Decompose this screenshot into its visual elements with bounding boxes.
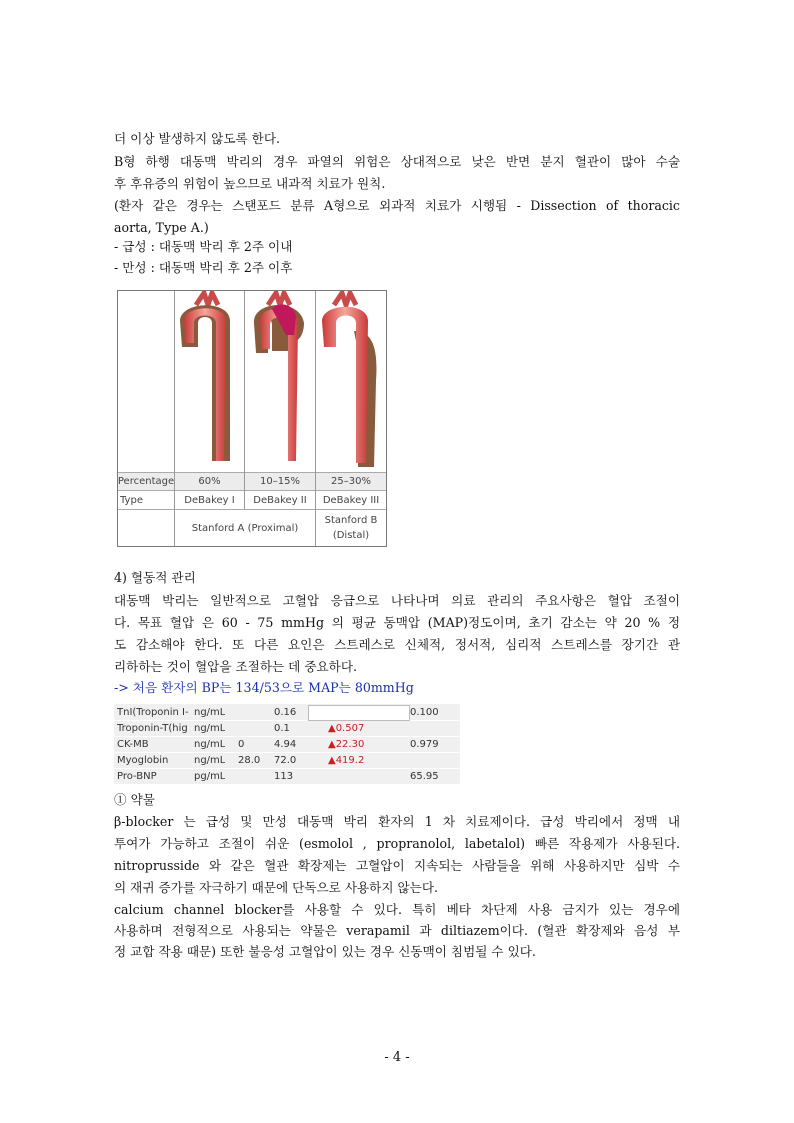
section-heading: ① 약물: [114, 792, 155, 807]
test-low: 28.0: [238, 755, 261, 766]
test-unit: ng/mL: [194, 739, 226, 750]
row-label-percentage: Percentage: [117, 475, 175, 487]
text-line: 도 감소해야 한다. 또 다른 요인은 스트레스로 신체적, 정서적, 심리적 스트레스를 장기간 관: [114, 637, 680, 652]
blue-note: -> 처음 환자의 BP는 134/53으로 MAP는 80mmHg: [114, 680, 414, 695]
text-line: aorta, Type A.): [114, 220, 209, 235]
percentage-cell: 60%: [198, 475, 221, 487]
text-line: 의 재귀 증가를 자극하기 때문에 단독으로 사용하지 않는다.: [114, 880, 438, 895]
stanford-b-sublabel: (Distal): [332, 530, 370, 541]
test-ref: 0.100: [410, 707, 439, 718]
type-cell: DeBakey II: [253, 494, 307, 506]
lab-results-table: [114, 704, 460, 785]
type-cell: DeBakey III: [322, 494, 380, 506]
test-unit: ng/mL: [194, 723, 226, 734]
test-name: Pro-BNP: [117, 771, 157, 782]
text-line: 후 후유증의 위험이 높으므로 내과적 치료가 원칙.: [114, 176, 386, 191]
text-line: 사용하며 전형적으로 사용되는 약물은 verapamil 과 diltiazem이다. (혈관 확장제와 음성 부: [114, 923, 680, 938]
text-line: 대동맥 박리는 일반적으로 고혈압 응급으로 나타나며 의료 관리의 주요사항은 혈압 조절이: [114, 593, 680, 608]
percentage-cell: 25–30%: [331, 475, 371, 487]
test-value-elevated: ▲22.30: [328, 739, 365, 750]
test-value-elevated: ▲0.507: [328, 723, 365, 734]
type-cell: DeBakey I: [184, 494, 235, 506]
page-number: - 4 -: [384, 1050, 410, 1065]
debakey-1-illustration: [180, 293, 230, 461]
test-high: 72.0: [274, 755, 297, 766]
aorta-illustration: [118, 291, 386, 472]
percentage-cell: 10–15%: [260, 475, 300, 487]
text-line: 정 교합 작용 때문) 또한 불응성 고혈압이 있는 경우 신동맥이 침범될 수 있다.: [114, 944, 536, 959]
test-high: 0.16: [274, 707, 297, 718]
test-name: Troponin-T(hig: [117, 723, 188, 734]
test-value: [308, 705, 410, 721]
stanford-b-cell: [316, 510, 386, 546]
test-unit: pg/mL: [194, 771, 226, 782]
table-row: [114, 769, 460, 785]
stanford-b-label: Stanford B: [324, 515, 378, 526]
test-unit: ng/mL: [194, 707, 226, 718]
test-high: 4.94: [274, 739, 297, 750]
text-line: β-blocker 는 급성 및 만성 대동맥 박리 환자의 1 차 치료제이다. 급성 박리에서 정맥 내: [114, 814, 680, 829]
row-label-type: Type: [120, 494, 143, 506]
test-name: Myoglobin: [117, 755, 169, 766]
test-name: CK-MB: [117, 739, 149, 750]
text-line: (환자 같은 경우는 스탠포드 분류 A형으로 외과적 치료가 시행됨 - Dissection of thoracic: [114, 198, 680, 213]
aortic-dissection-classification-figure: [117, 290, 387, 547]
test-low: 0: [238, 739, 245, 750]
text-line: 다. 목표 혈압 은 60 - 75 mmHg 의 평균 동맥압 (MAP)정도이며, 초기 감소는 약 20 % 정: [114, 615, 680, 630]
text-line: calcium channel blocker를 사용할 수 있다. 특히 베타 차단제 사용 금지가 있는 경우에: [114, 902, 680, 917]
list-item: - 급성 : 대동맥 박리 후 2주 이내: [114, 239, 293, 254]
test-value-elevated: ▲419.2: [328, 755, 365, 766]
text-line: B형 하행 대동맥 박리의 경우 파열의 위험은 상대적으로 낮은 반면 분지 혈관이 많아 수술: [114, 154, 680, 169]
text-line: nitroprusside 와 같은 혈관 확장제는 고혈압이 지속되는 사람들을 위해 사용하지만 심박 수: [114, 858, 680, 873]
test-ref: 65.95: [410, 771, 439, 782]
table-row: [114, 721, 460, 737]
list-item: - 만성 : 대동맥 박리 후 2주 이후: [114, 260, 293, 275]
stanford-a-cell: Stanford A (Proximal): [191, 522, 299, 534]
section-heading: 4) 혈동적 관리: [114, 570, 196, 585]
test-unit: ng/mL: [194, 755, 226, 766]
text-line: 리하하는 것이 혈압을 조절하는 데 중요하다.: [114, 659, 357, 674]
text-line: 더 이상 발생하지 않도록 한다.: [114, 131, 281, 146]
text-line: 투여가 가능하고 조절이 쉬운 (esmolol , propranolol, labetalol) 빠른 작용제가 사용된다.: [114, 836, 680, 851]
test-ref: 0.979: [410, 739, 439, 750]
debakey-2-illustration: [254, 293, 304, 461]
table-row: [114, 737, 460, 753]
test-high: 0.1: [274, 723, 290, 734]
test-high: 113: [274, 771, 294, 782]
table-row: [114, 753, 460, 769]
debakey-3-illustration: [322, 293, 376, 467]
test-name: TnI(Troponin I-: [117, 707, 189, 718]
table-row: [114, 705, 460, 721]
